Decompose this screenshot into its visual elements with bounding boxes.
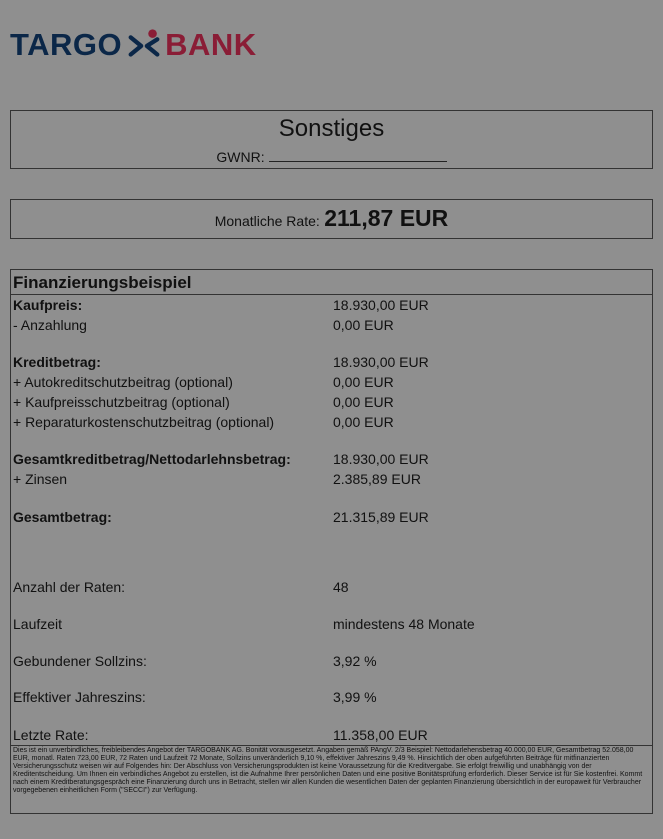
financing-row: [13, 373, 648, 391]
financing-row-label: + Kaufpreisschutzbeitrag (optional): [13, 394, 230, 410]
financing-row: [13, 652, 648, 670]
page-title: Sonstiges: [278, 115, 385, 142]
financing-row-label: Gesamtkreditbetrag/Nettodarlehnsbetrag:: [13, 451, 291, 467]
financing-row-label: Anzahl der Raten:: [13, 579, 126, 595]
financing-row-label: Gesamtbetrag:: [13, 509, 112, 525]
financing-row-value: 21.315,89 EUR: [333, 509, 429, 525]
financing-row-label: + Zinsen: [13, 471, 68, 487]
financing-row-value: 18.930,00 EUR: [333, 354, 429, 370]
financing-row-label: + Autokreditschutzbeitrag (optional): [13, 374, 233, 390]
financing-row: [13, 353, 648, 371]
financing-row-value: 3,92 %: [333, 653, 377, 669]
financing-row: [13, 615, 648, 633]
logo-targo-text: TARGO: [10, 27, 123, 62]
financing-row-value: 0,00 EUR: [333, 374, 394, 390]
title-box: [10, 110, 653, 169]
financing-row-label: Letzte Rate:: [13, 727, 89, 743]
financing-row: [13, 688, 648, 706]
financing-row: [13, 296, 648, 314]
financing-row-label: Kreditbetrag:: [13, 354, 101, 370]
financing-heading: Finanzierungsbeispiel: [11, 270, 652, 295]
logo-mark-icon: [125, 26, 163, 64]
financing-row-value: mindestens 48 Monate: [333, 616, 475, 632]
financing-row-value: 18.930,00 EUR: [333, 451, 429, 467]
financing-row-value: 0,00 EUR: [333, 317, 394, 333]
financing-row-label: Kaufpreis:: [13, 297, 83, 313]
financing-row-label: Effektiver Jahreszins:: [13, 689, 146, 705]
targobank-logo: [10, 22, 257, 68]
logo-bank-text: BANK: [165, 27, 257, 62]
gwnr-blank-line: [269, 150, 447, 162]
financing-row: [13, 726, 648, 744]
disclaimer-text: Dies ist ein unverbindliches, freibleibendes Angebot der TARGOBANK AG. Bonität vorausgesetzt. Angaben gemäß PAngV. 2/3 Beispiel: Nettodarlehensbetrag 40.000,00 EUR, Gesamtbetrag 52.058,00 EUR, monatl. Raten 723,00 EUR, 72 Raten und Laufzeit 72 Monate, Sollzins unveränderlich 9,10 %, effektiver Jahreszins 9,49 %. Hinsichtlich der oben aufgeführten Beiträge für mitfinanzierten Versicherungsschutz weisen wir auf Folgendes hin: Der Abschluss von Versicherungsprodukten ist keine Voraussetzung für die Kreditvergabe. Sie erfolgt freiwillig und unabhängig von der Kreditentscheidung. Um Ihnen ein verbindliches Angebot zu erstellen, ist die Aufnahme Ihrer persönlichen Daten und eine positive Bonitätsprüfung erforderlich. Dieser Service ist für Sie kostenfrei. Kommt nach einem Kreditberatungsgespräch eine Finanzierung durch uns in Betracht, stellen wir allen Kunden die wesentlichen Daten der geplanten Finanzierung übersichtlich in der europaweit für Verbraucher vorgegebenen einheitlichen Form ("SECCI") zur Verfügung.: [11, 745, 652, 795]
financing-row-value: 48: [333, 579, 349, 595]
financing-row: [13, 316, 648, 334]
financing-row: [13, 450, 648, 468]
financing-row-value: 2.385,89 EUR: [333, 471, 421, 487]
monthly-rate-box: [10, 199, 653, 239]
financing-row-label: Laufzeit: [13, 616, 63, 632]
gwnr-field: [11, 149, 652, 165]
financing-row-value: 3,99 %: [333, 689, 377, 705]
monthly-rate-label: Monatliche Rate:: [214, 213, 320, 229]
financing-row: [13, 508, 648, 526]
financing-row-label: Gebundener Sollzins:: [13, 653, 147, 669]
monthly-rate-value: 211,87 EUR: [324, 205, 449, 231]
financing-row-label: + Reparaturkostenschutzbeitrag (optional): [13, 414, 275, 430]
financing-row: [13, 578, 648, 596]
financing-row: [13, 470, 648, 488]
financing-row-value: 11.358,00 EUR: [333, 727, 428, 743]
financing-example-box: [10, 269, 653, 814]
gwnr-label: GWNR:: [216, 149, 265, 165]
financing-row: [13, 393, 648, 411]
financing-row-value: 18.930,00 EUR: [333, 297, 429, 313]
financing-row-label: - Anzahlung: [13, 317, 87, 333]
financing-row-value: 0,00 EUR: [333, 414, 394, 430]
financing-row: [13, 413, 648, 431]
financing-row-value: 0,00 EUR: [333, 394, 394, 410]
